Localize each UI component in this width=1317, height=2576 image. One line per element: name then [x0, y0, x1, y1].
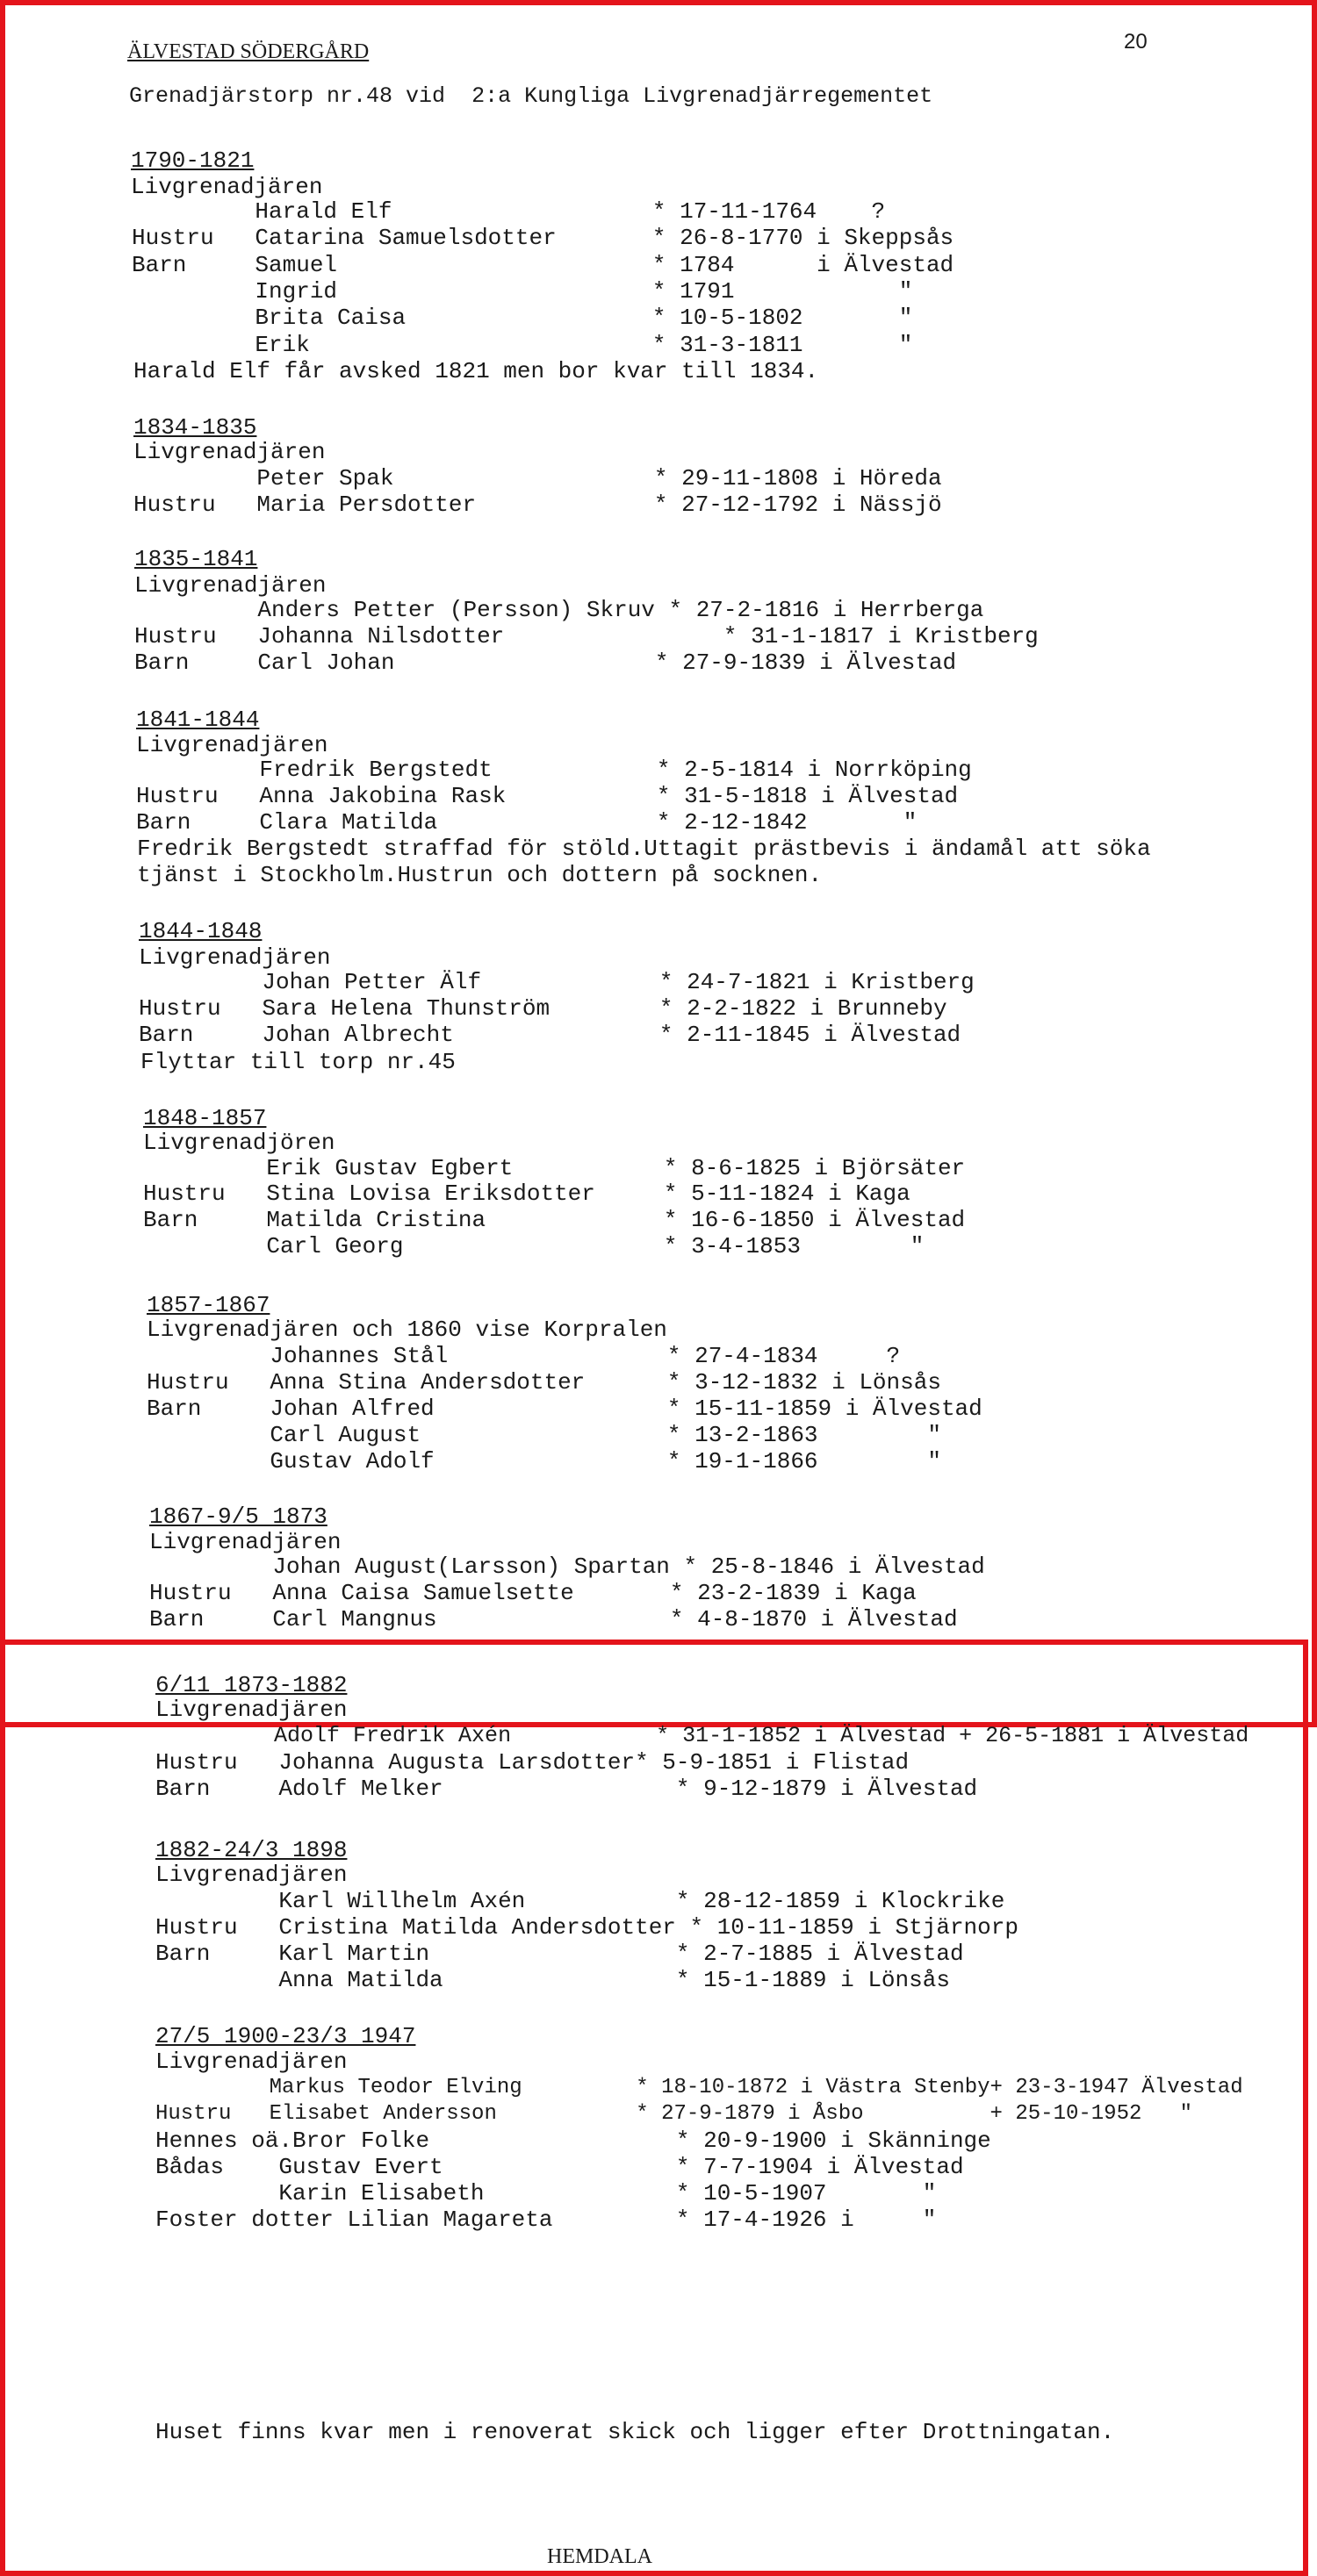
person-line: Hennes oä.Bror Folke * 20-9-1900 i Skänninge	[155, 2128, 991, 2154]
person-line: Adolf Fredrik Axén * 31-1-1852 i Älvestad + 26-5-1881 i Älvestad	[155, 1723, 1249, 1748]
note-line: Harald Elf får avsked 1821 men bor kvar till 1834.	[133, 358, 819, 384]
person-line: Peter Spak * 29-11-1808 i Höreda	[133, 465, 942, 492]
person-line: Gustav Adolf * 19-1-1866 "	[147, 1448, 941, 1475]
period-heading: 1844-1848	[139, 918, 263, 944]
note-line: Fredrik Bergstedt straffad för stöld.Uttagit prästbevis i ändamål att söka	[137, 836, 1151, 862]
person-line: Brita Caisa * 10-5-1802 "	[132, 305, 913, 331]
role-line: Livgrenadjären	[149, 1529, 342, 1555]
person-line: Carl Georg * 3-4-1853 "	[143, 1233, 925, 1259]
person-line: Hustru Anna Jakobina Rask * 31-5-1818 i Älvestad	[136, 783, 959, 809]
role-line: Livgrenadjären	[155, 1697, 348, 1723]
role-line: Livgrenadjären	[134, 572, 327, 599]
person-line: Johan August(Larsson) Spartan * 25-8-1846 i Älvestad	[149, 1553, 985, 1580]
note-line: tjänst i Stockholm.Hustrun och dottern på socknen.	[137, 862, 823, 888]
person-line: Anders Petter (Persson) Skruv * 27-2-1816 i Herrberga	[134, 597, 984, 623]
role-line: Livgrenadjären	[131, 174, 323, 200]
role-line: Livgrenadjären	[133, 439, 326, 465]
person-line: Barn Matilda Cristina * 16-6-1850 i Älvestad	[143, 1207, 966, 1233]
person-line: Barn Adolf Melker * 9-12-1879 i Älvestad	[155, 1776, 978, 1802]
person-line: Karl Willhelm Axén * 28-12-1859 i Klockrike	[155, 1888, 1005, 1914]
person-line: Barn Carl Mangnus * 4-8-1870 i Älvestad	[149, 1606, 958, 1632]
page-number: 20	[1124, 30, 1148, 54]
person-line: Hustru Johanna Nilsdotter * 31-1-1817 i Kristberg	[134, 623, 1039, 649]
person-line: Hustru Catarina Samuelsdotter * 26-8-1770 i Skeppsås	[132, 225, 954, 251]
person-line: Harald Elf * 17-11-1764 ?	[132, 198, 886, 225]
note-line: Flyttar till torp nr.45	[140, 1049, 456, 1075]
period-heading: 6/11 1873-1882	[155, 1672, 348, 1698]
period-heading: 1841-1844	[136, 707, 260, 733]
person-line: Foster dotter Lilian Magareta * 17-4-1926 i "	[155, 2206, 937, 2233]
person-line: Barn Samuel * 1784 i Älvestad	[132, 252, 954, 278]
period-heading: 1790-1821	[131, 147, 255, 174]
person-line: Barn Johan Alfred * 15-11-1859 i Älvestad	[147, 1396, 982, 1422]
person-line: Barn Johan Albrecht * 2-11-1845 i Älvestad	[139, 1022, 961, 1048]
role-line: Livgrenadjären och 1860 vise Korpralen	[147, 1317, 667, 1343]
period-heading: 1882-24/3 1898	[155, 1837, 348, 1863]
person-line: Ingrid * 1791 "	[132, 278, 913, 305]
person-line: Hustru Stina Lovisa Eriksdotter * 5-11-1824 i Kaga	[143, 1180, 910, 1207]
page-subtitle: Grenadjärstorp nr.48 vid 2:a Kungliga Livgrenadjärregementet	[129, 83, 933, 109]
role-line: Livgrenadjären	[155, 1862, 348, 1888]
person-line: Barn Karl Martin * 2-7-1885 i Älvestad	[155, 1941, 964, 1967]
role-line: Livgrenadjären	[136, 732, 328, 758]
person-line: Barn Carl Johan * 27-9-1839 i Älvestad	[134, 649, 957, 676]
person-line: Anna Matilda * 15-1-1889 i Lönsås	[155, 1967, 950, 1993]
period-heading: 1834-1835	[133, 414, 257, 441]
person-line: Carl August * 13-2-1863 "	[147, 1422, 941, 1448]
person-line: Karin Elisabeth * 10-5-1907 "	[155, 2180, 937, 2206]
person-line: Hustru Johanna Augusta Larsdotter* 5-9-1851 i Flistad	[155, 1749, 910, 1776]
page-header: ÄLVESTAD SÖDERGÅRD	[127, 40, 370, 63]
person-line: Hustru Maria Persdotter * 27-12-1792 i Nässjö	[133, 492, 942, 518]
person-line: Hustru Sara Helena Thunström * 2-2-1822 i Brunneby	[139, 995, 947, 1022]
period-heading: 1867-9/5 1873	[149, 1503, 327, 1530]
role-line: Livgrenadjären	[139, 944, 331, 971]
page-footer: HEMDALA	[547, 2545, 652, 2568]
period-heading: 1857-1867	[147, 1292, 270, 1318]
person-line: Hustru Anna Stina Andersdotter * 3-12-1832 i Lönsås	[147, 1369, 941, 1396]
role-line: Livgrenadjören	[143, 1130, 335, 1156]
person-line: Bådas Gustav Evert * 7-7-1904 i Älvestad	[155, 2154, 964, 2180]
person-line: Fredrik Bergstedt * 2-5-1814 i Norrköping	[136, 757, 972, 783]
role-line: Livgrenadjären	[155, 2049, 348, 2075]
person-line: Erik Gustav Egbert * 8-6-1825 i Björsäter	[143, 1155, 966, 1181]
closing-note: Huset finns kvar men i renoverat skick och ligger efter Drottningatan.	[155, 2419, 1115, 2445]
period-heading: 1835-1841	[134, 546, 258, 572]
person-line: Markus Teodor Elving * 18-10-1872 i Västra Stenby+ 23-3-1947 Älvestad	[155, 2076, 1243, 2099]
period-heading: 1848-1857	[143, 1105, 267, 1131]
person-line: Hustru Elisabet Andersson * 27-9-1879 i Åsbo + 25-10-1952 "	[155, 2102, 1192, 2126]
person-line: Barn Clara Matilda * 2-12-1842 "	[136, 809, 918, 836]
person-line: Erik * 31-3-1811 "	[132, 332, 913, 358]
person-line: Hustru Cristina Matilda Andersdotter * 10-11-1859 i Stjärnorp	[155, 1914, 1018, 1941]
person-line: Hustru Anna Caisa Samuelsette * 23-2-1839 i Kaga	[149, 1580, 917, 1606]
person-line: Johannes Stål * 27-4-1834 ?	[147, 1343, 901, 1369]
period-heading: 27/5 1900-23/3 1947	[155, 2023, 416, 2049]
person-line: Johan Petter Älf * 24-7-1821 i Kristberg	[139, 969, 975, 995]
